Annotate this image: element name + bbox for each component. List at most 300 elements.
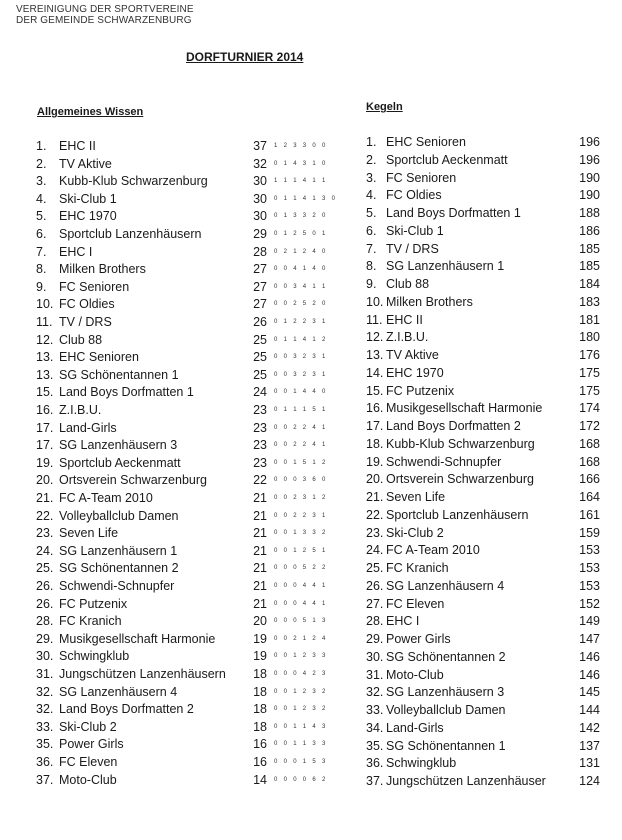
team-name: Ortsverein Schwarzenburg bbox=[386, 472, 534, 487]
rank-number: 8. bbox=[36, 262, 47, 277]
points-value: 28 bbox=[253, 244, 267, 259]
points-value: 153 bbox=[579, 543, 600, 558]
wissen-row bbox=[36, 455, 341, 472]
team-name: Volleyballclub Damen bbox=[386, 703, 506, 717]
team-name: Kubb-Klub Schwarzenburg bbox=[386, 436, 535, 451]
rank-number: 34. bbox=[366, 720, 384, 735]
wissen-row bbox=[36, 437, 341, 454]
wissen-row bbox=[36, 173, 341, 190]
wissen-row bbox=[36, 490, 341, 507]
team-name: Club 88 bbox=[59, 332, 103, 347]
team-name: FC Senioren bbox=[59, 279, 130, 294]
points-breakdown: 0 0 1 2 3 2 bbox=[274, 688, 328, 695]
points-value: 18 bbox=[253, 667, 267, 681]
points-breakdown: 1 1 1 4 1 1 bbox=[274, 178, 328, 185]
points-value: 152 bbox=[579, 596, 600, 611]
points-breakdown: 0 0 2 2 3 1 bbox=[274, 512, 328, 519]
wissen-row bbox=[36, 367, 341, 384]
points-value: 24 bbox=[253, 385, 267, 400]
team-name: FC Putzenix bbox=[59, 596, 128, 611]
team-name: FC Kranich bbox=[59, 614, 122, 629]
points-value: 21 bbox=[253, 491, 267, 505]
team-name: Ortsverein Schwarzenburg bbox=[59, 473, 207, 488]
rank-number: 26. bbox=[36, 596, 54, 611]
wissen-row bbox=[36, 701, 341, 718]
rank-number: 16. bbox=[36, 403, 54, 417]
wissen-row bbox=[36, 772, 341, 789]
kegeln-row bbox=[366, 631, 602, 648]
rank-number: 1. bbox=[366, 135, 377, 149]
points-breakdown: 0 0 0 4 2 3 bbox=[274, 671, 328, 677]
team-name: Milken Brothers bbox=[386, 294, 473, 309]
points-value: 185 bbox=[579, 241, 600, 256]
points-breakdown: 0 0 1 5 1 2 bbox=[274, 459, 328, 466]
kegeln-row bbox=[366, 773, 602, 790]
points-value: 168 bbox=[579, 436, 600, 451]
rank-number: 5. bbox=[36, 209, 47, 224]
kegeln-row bbox=[366, 276, 602, 293]
points-value: 19 bbox=[253, 649, 267, 664]
kegeln-row bbox=[366, 471, 602, 488]
team-name: EHC Senioren bbox=[59, 350, 139, 365]
rank-number: 19. bbox=[366, 454, 384, 469]
kegeln-row bbox=[366, 507, 602, 524]
team-name: Club 88 bbox=[386, 277, 430, 291]
kegeln-row bbox=[366, 205, 602, 222]
kegeln-row bbox=[366, 525, 602, 542]
points-breakdown: 0 1 1 4 1 3 0 bbox=[274, 195, 338, 202]
team-name: TV Aktive bbox=[386, 348, 439, 362]
wissen-row bbox=[36, 508, 341, 525]
points-breakdown: 0 0 3 2 3 1 bbox=[274, 371, 328, 378]
points-value: 149 bbox=[579, 614, 600, 629]
team-name: SG Lanzenhäusern 3 bbox=[59, 438, 178, 453]
team-name: Ski-Club 2 bbox=[59, 719, 117, 734]
rank-number: 29. bbox=[366, 632, 384, 646]
kegeln-section-title: Kegeln bbox=[366, 101, 403, 113]
rank-number: 7. bbox=[36, 244, 47, 259]
team-name: TV / DRS bbox=[386, 241, 439, 256]
rank-number: 13. bbox=[36, 367, 54, 382]
rank-number: 1. bbox=[36, 139, 47, 153]
rank-number: 26. bbox=[36, 579, 54, 593]
points-value: 172 bbox=[579, 419, 600, 433]
rank-number: 32. bbox=[366, 685, 384, 700]
rank-number: 10. bbox=[36, 297, 54, 312]
points-breakdown: 0 0 2 2 4 1 bbox=[274, 442, 328, 449]
points-value: 153 bbox=[579, 561, 600, 575]
points-value: 14 bbox=[253, 772, 267, 787]
wissen-row bbox=[36, 525, 341, 542]
kegeln-row bbox=[366, 684, 602, 701]
rank-number: 2. bbox=[36, 156, 47, 171]
team-name: Land Boys Dorfmatten 2 bbox=[59, 702, 194, 717]
points-value: 18 bbox=[253, 684, 267, 699]
team-name: Moto-Club bbox=[386, 667, 444, 682]
team-name: SG Lanzenhäusern 1 bbox=[386, 259, 505, 274]
rank-number: 26. bbox=[366, 578, 384, 593]
points-breakdown: 0 0 4 1 4 0 bbox=[274, 266, 328, 273]
rank-number: 31. bbox=[36, 667, 54, 681]
rank-number: 17. bbox=[36, 438, 54, 453]
team-name: SG Schönentannen 1 bbox=[386, 738, 506, 753]
rank-number: 6. bbox=[36, 227, 47, 241]
points-value: 23 bbox=[253, 420, 267, 435]
points-value: 32 bbox=[253, 156, 267, 171]
team-name: Sportclub Lanzenhäusern bbox=[59, 227, 202, 241]
points-breakdown: 0 0 1 3 3 2 bbox=[274, 530, 328, 537]
team-name: Jungschützen Lanzenhäusern bbox=[59, 667, 226, 681]
points-breakdown: 1 2 3 3 0 0 bbox=[274, 143, 328, 149]
rank-number: 16. bbox=[366, 401, 384, 416]
points-value: 21 bbox=[253, 596, 267, 611]
wissen-row bbox=[36, 191, 341, 208]
team-name: Schwendi-Schnupfer bbox=[386, 454, 502, 469]
points-value: 23 bbox=[253, 455, 267, 470]
points-value: 23 bbox=[253, 438, 267, 453]
points-value: 184 bbox=[579, 277, 600, 291]
wissen-row bbox=[36, 208, 341, 225]
kegeln-row bbox=[366, 755, 602, 772]
wissen-row bbox=[36, 138, 341, 155]
points-value: 21 bbox=[253, 508, 267, 523]
points-breakdown: 0 0 2 2 4 1 bbox=[274, 424, 328, 431]
team-name: Ski-Club 1 bbox=[59, 191, 117, 206]
team-name: Seven Life bbox=[59, 526, 119, 541]
team-name: EHC Senioren bbox=[386, 135, 466, 149]
points-breakdown: 0 1 4 3 1 0 bbox=[274, 160, 328, 167]
rank-number: 37. bbox=[366, 774, 384, 788]
rank-number: 6. bbox=[366, 223, 377, 238]
rank-number: 24. bbox=[366, 543, 384, 558]
kegeln-row bbox=[366, 578, 602, 595]
points-value: 175 bbox=[579, 383, 600, 398]
wissen-row bbox=[36, 543, 341, 560]
wissen-row bbox=[36, 754, 341, 771]
kegeln-row bbox=[366, 418, 602, 435]
wissen-row bbox=[36, 472, 341, 489]
rank-number: 35. bbox=[36, 737, 54, 752]
rank-number: 36. bbox=[366, 756, 384, 771]
points-value: 30 bbox=[253, 191, 267, 206]
points-breakdown: 0 0 0 3 6 0 bbox=[274, 477, 328, 484]
team-name: FC Putzenix bbox=[386, 383, 455, 398]
points-breakdown: 0 0 0 4 4 1 bbox=[274, 583, 328, 589]
points-breakdown: 0 0 0 0 6 2 bbox=[274, 776, 328, 783]
kegeln-row bbox=[366, 312, 602, 329]
points-breakdown: 0 0 1 2 3 2 bbox=[274, 706, 328, 713]
kegeln-row bbox=[366, 649, 602, 666]
points-value: 21 bbox=[253, 543, 267, 558]
rank-number: 24. bbox=[36, 543, 54, 558]
kegeln-row bbox=[366, 152, 602, 169]
wissen-row bbox=[36, 613, 341, 630]
rank-number: 15. bbox=[366, 383, 384, 398]
points-value: 174 bbox=[579, 401, 600, 416]
wissen-row bbox=[36, 666, 341, 683]
team-name: Land-Girls bbox=[386, 720, 444, 735]
team-name: Z.I.B.U. bbox=[59, 403, 102, 417]
points-breakdown: 0 1 2 5 0 1 bbox=[274, 231, 328, 237]
wissen-row bbox=[36, 719, 341, 736]
team-name: Sportclub Aeckenmatt bbox=[386, 152, 508, 167]
team-name: TV Aktive bbox=[59, 156, 112, 171]
points-breakdown: 0 0 1 1 3 3 bbox=[274, 741, 328, 748]
team-name: Land Boys Dorfmatten 2 bbox=[386, 419, 521, 433]
points-breakdown: 0 0 1 1 4 3 bbox=[274, 723, 328, 730]
rank-number: 23. bbox=[366, 525, 384, 540]
points-value: 18 bbox=[253, 702, 267, 717]
team-name: Land-Girls bbox=[59, 420, 117, 435]
points-breakdown: 0 1 1 1 5 1 bbox=[274, 407, 328, 413]
team-name: FC Oldies bbox=[386, 188, 442, 203]
team-name: EHC 1970 bbox=[59, 209, 117, 224]
rank-number: 17. bbox=[36, 420, 54, 435]
organization-line-2: DER GEMEINDE SCHWARZENBURG bbox=[16, 15, 192, 26]
wissen-row bbox=[36, 314, 341, 331]
team-name: SG Lanzenhäusern 1 bbox=[59, 543, 178, 558]
team-name: EHC I bbox=[386, 614, 420, 629]
wissen-ranking-list bbox=[36, 138, 341, 798]
team-name: EHC II bbox=[386, 312, 423, 327]
team-name: Musikgesellschaft Harmonie bbox=[386, 401, 543, 416]
rank-number: 13. bbox=[366, 348, 384, 362]
team-name: SG Lanzenhäusern 4 bbox=[59, 684, 178, 699]
wissen-row bbox=[36, 684, 341, 701]
team-name: Z.I.B.U. bbox=[386, 330, 429, 345]
team-name: Moto-Club bbox=[59, 772, 117, 787]
rank-number: 7. bbox=[366, 241, 377, 256]
team-name: Sportclub Lanzenhäusern bbox=[386, 507, 529, 522]
points-breakdown: 0 0 3 2 3 1 bbox=[274, 354, 328, 361]
team-name: EHC 1970 bbox=[386, 365, 444, 380]
team-name: EHC I bbox=[59, 244, 93, 259]
points-value: 186 bbox=[579, 223, 600, 238]
wissen-row bbox=[36, 296, 341, 313]
kegeln-row bbox=[366, 720, 602, 737]
kegeln-row bbox=[366, 187, 602, 204]
points-value: 124 bbox=[579, 774, 600, 788]
rank-number: 12. bbox=[366, 330, 384, 345]
points-value: 29 bbox=[253, 227, 267, 241]
organization-header bbox=[16, 4, 194, 26]
kegeln-row bbox=[366, 542, 602, 559]
points-breakdown: 0 0 3 4 1 1 bbox=[274, 283, 328, 290]
team-name: Power Girls bbox=[59, 737, 124, 752]
rank-number: 9. bbox=[366, 277, 377, 291]
points-breakdown: 0 0 0 5 2 2 bbox=[274, 565, 328, 572]
points-value: 196 bbox=[579, 135, 600, 149]
rank-number: 25. bbox=[366, 561, 384, 575]
rank-number: 27. bbox=[366, 596, 384, 611]
wissen-row bbox=[36, 226, 341, 243]
team-name: Schwingklub bbox=[59, 649, 130, 664]
points-value: 144 bbox=[579, 703, 600, 717]
rank-number: 32. bbox=[36, 684, 54, 699]
team-name: SG Schönentannen 1 bbox=[59, 367, 179, 382]
rank-number: 22. bbox=[366, 507, 384, 522]
wissen-row bbox=[36, 631, 341, 648]
wissen-row bbox=[36, 261, 341, 278]
kegeln-row bbox=[366, 258, 602, 275]
points-value: 176 bbox=[579, 348, 600, 362]
points-value: 188 bbox=[579, 206, 600, 220]
kegeln-ranking-list bbox=[366, 134, 602, 794]
kegeln-row bbox=[366, 613, 602, 630]
team-name: Schwendi-Schnupfer bbox=[59, 579, 175, 593]
rank-number: 3. bbox=[366, 170, 377, 185]
points-value: 27 bbox=[253, 279, 267, 294]
points-value: 23 bbox=[253, 403, 267, 417]
kegeln-row bbox=[366, 667, 602, 684]
rank-number: 33. bbox=[366, 703, 384, 717]
kegeln-row bbox=[366, 170, 602, 187]
team-name: Land Boys Dorfmatten 1 bbox=[386, 206, 521, 220]
points-breakdown: 0 0 2 1 2 4 bbox=[274, 635, 328, 642]
points-value: 166 bbox=[579, 472, 600, 487]
team-name: FC Senioren bbox=[386, 170, 457, 185]
points-value: 16 bbox=[253, 737, 267, 752]
points-value: 22 bbox=[253, 473, 267, 488]
points-value: 19 bbox=[253, 631, 267, 646]
team-name: SG Lanzenhäusern 3 bbox=[386, 685, 505, 700]
rank-number: 22. bbox=[36, 508, 54, 523]
points-value: 181 bbox=[579, 312, 600, 327]
rank-number: 17. bbox=[366, 419, 384, 433]
rank-number: 29. bbox=[36, 631, 54, 646]
rank-number: 37. bbox=[36, 772, 54, 787]
points-value: 21 bbox=[253, 579, 267, 593]
points-value: 37 bbox=[253, 139, 267, 153]
points-breakdown: 0 0 1 2 3 3 bbox=[274, 653, 328, 660]
points-value: 131 bbox=[579, 756, 600, 771]
points-value: 18 bbox=[253, 719, 267, 734]
kegeln-row bbox=[366, 365, 602, 382]
wissen-row bbox=[36, 384, 341, 401]
rank-number: 10. bbox=[366, 294, 384, 309]
points-value: 21 bbox=[253, 561, 267, 576]
kegeln-row bbox=[366, 738, 602, 755]
team-name: TV / DRS bbox=[59, 315, 112, 329]
points-value: 190 bbox=[579, 170, 600, 185]
wissen-row bbox=[36, 736, 341, 753]
rank-number: 33. bbox=[36, 719, 54, 734]
rank-number: 35. bbox=[366, 738, 384, 753]
team-name: Power Girls bbox=[386, 632, 451, 646]
rank-number: 21. bbox=[366, 490, 384, 504]
points-value: 196 bbox=[579, 152, 600, 167]
rank-number: 30. bbox=[366, 649, 384, 664]
points-value: 180 bbox=[579, 330, 600, 345]
wissen-row bbox=[36, 560, 341, 577]
rank-number: 30. bbox=[36, 649, 54, 664]
team-name: FC A-Team 2010 bbox=[386, 543, 480, 558]
points-breakdown: 0 0 1 4 4 0 bbox=[274, 389, 328, 396]
wissen-row bbox=[36, 596, 341, 613]
points-breakdown: 0 1 3 3 2 0 bbox=[274, 213, 328, 220]
kegeln-row bbox=[366, 134, 602, 151]
kegeln-row bbox=[366, 596, 602, 613]
points-value: 185 bbox=[579, 259, 600, 274]
points-breakdown: 0 0 2 5 2 0 bbox=[274, 301, 328, 308]
rank-number: 12. bbox=[36, 332, 54, 347]
points-value: 16 bbox=[253, 755, 267, 769]
rank-number: 2. bbox=[366, 152, 377, 167]
kegeln-row bbox=[366, 241, 602, 258]
rank-number: 28. bbox=[366, 614, 384, 629]
kegeln-row bbox=[366, 436, 602, 453]
points-breakdown: 0 0 2 3 1 2 bbox=[274, 495, 328, 501]
points-value: 146 bbox=[579, 667, 600, 682]
rank-number: 25. bbox=[36, 561, 54, 576]
team-name: FC Kranich bbox=[386, 561, 449, 575]
points-value: 159 bbox=[579, 525, 600, 540]
rank-number: 13. bbox=[36, 350, 54, 365]
team-name: SG Schönentannen 2 bbox=[59, 561, 179, 576]
points-value: 147 bbox=[579, 632, 600, 646]
points-value: 30 bbox=[253, 209, 267, 224]
rank-number: 18. bbox=[366, 436, 384, 451]
points-value: 25 bbox=[253, 367, 267, 382]
rank-number: 28. bbox=[36, 614, 54, 629]
kegeln-row bbox=[366, 702, 602, 719]
rank-number: 4. bbox=[36, 191, 47, 206]
points-value: 21 bbox=[253, 526, 267, 541]
wissen-row bbox=[36, 402, 341, 419]
points-breakdown: 0 0 1 2 5 1 bbox=[274, 547, 328, 554]
rank-number: 20. bbox=[366, 472, 384, 487]
rank-number: 21. bbox=[36, 491, 54, 505]
wissen-row bbox=[36, 244, 341, 261]
kegeln-row bbox=[366, 347, 602, 364]
team-name: FC Eleven bbox=[59, 755, 118, 769]
points-breakdown: 0 0 0 4 4 1 bbox=[274, 600, 328, 607]
wissen-row bbox=[36, 332, 341, 349]
rank-number: 23. bbox=[36, 526, 54, 541]
points-value: 164 bbox=[579, 490, 600, 504]
team-name: Ski-Club 1 bbox=[386, 223, 444, 238]
kegeln-row bbox=[366, 489, 602, 506]
points-value: 146 bbox=[579, 649, 600, 664]
points-value: 161 bbox=[579, 507, 600, 522]
team-name: Ski-Club 2 bbox=[386, 525, 444, 540]
rank-number: 19. bbox=[36, 455, 54, 470]
rank-number: 36. bbox=[36, 755, 54, 769]
points-value: 27 bbox=[253, 262, 267, 277]
kegeln-row bbox=[366, 560, 602, 577]
points-value: 190 bbox=[579, 188, 600, 203]
points-value: 26 bbox=[253, 315, 267, 329]
rank-number: 20. bbox=[36, 473, 54, 488]
wissen-row bbox=[36, 349, 341, 366]
document-title: DORFTURNIER 2014 bbox=[186, 50, 304, 64]
wissen-row bbox=[36, 420, 341, 437]
team-name: Seven Life bbox=[386, 490, 446, 504]
team-name: Land Boys Dorfmatten 1 bbox=[59, 385, 194, 400]
team-name: Jungschützen Lanzenhäuser bbox=[386, 774, 546, 788]
rank-number: 3. bbox=[36, 174, 47, 189]
team-name: SG Schönentannen 2 bbox=[386, 649, 506, 664]
rank-number: 8. bbox=[366, 259, 377, 274]
points-value: 145 bbox=[579, 685, 600, 700]
rank-number: 31. bbox=[366, 667, 384, 682]
team-name: FC A-Team 2010 bbox=[59, 491, 153, 505]
team-name: Schwingklub bbox=[386, 756, 457, 771]
points-breakdown: 0 1 2 2 3 1 bbox=[274, 319, 328, 325]
team-name: Volleyballclub Damen bbox=[59, 508, 179, 523]
points-value: 25 bbox=[253, 350, 267, 365]
points-breakdown: 0 0 0 1 5 3 bbox=[274, 759, 328, 765]
